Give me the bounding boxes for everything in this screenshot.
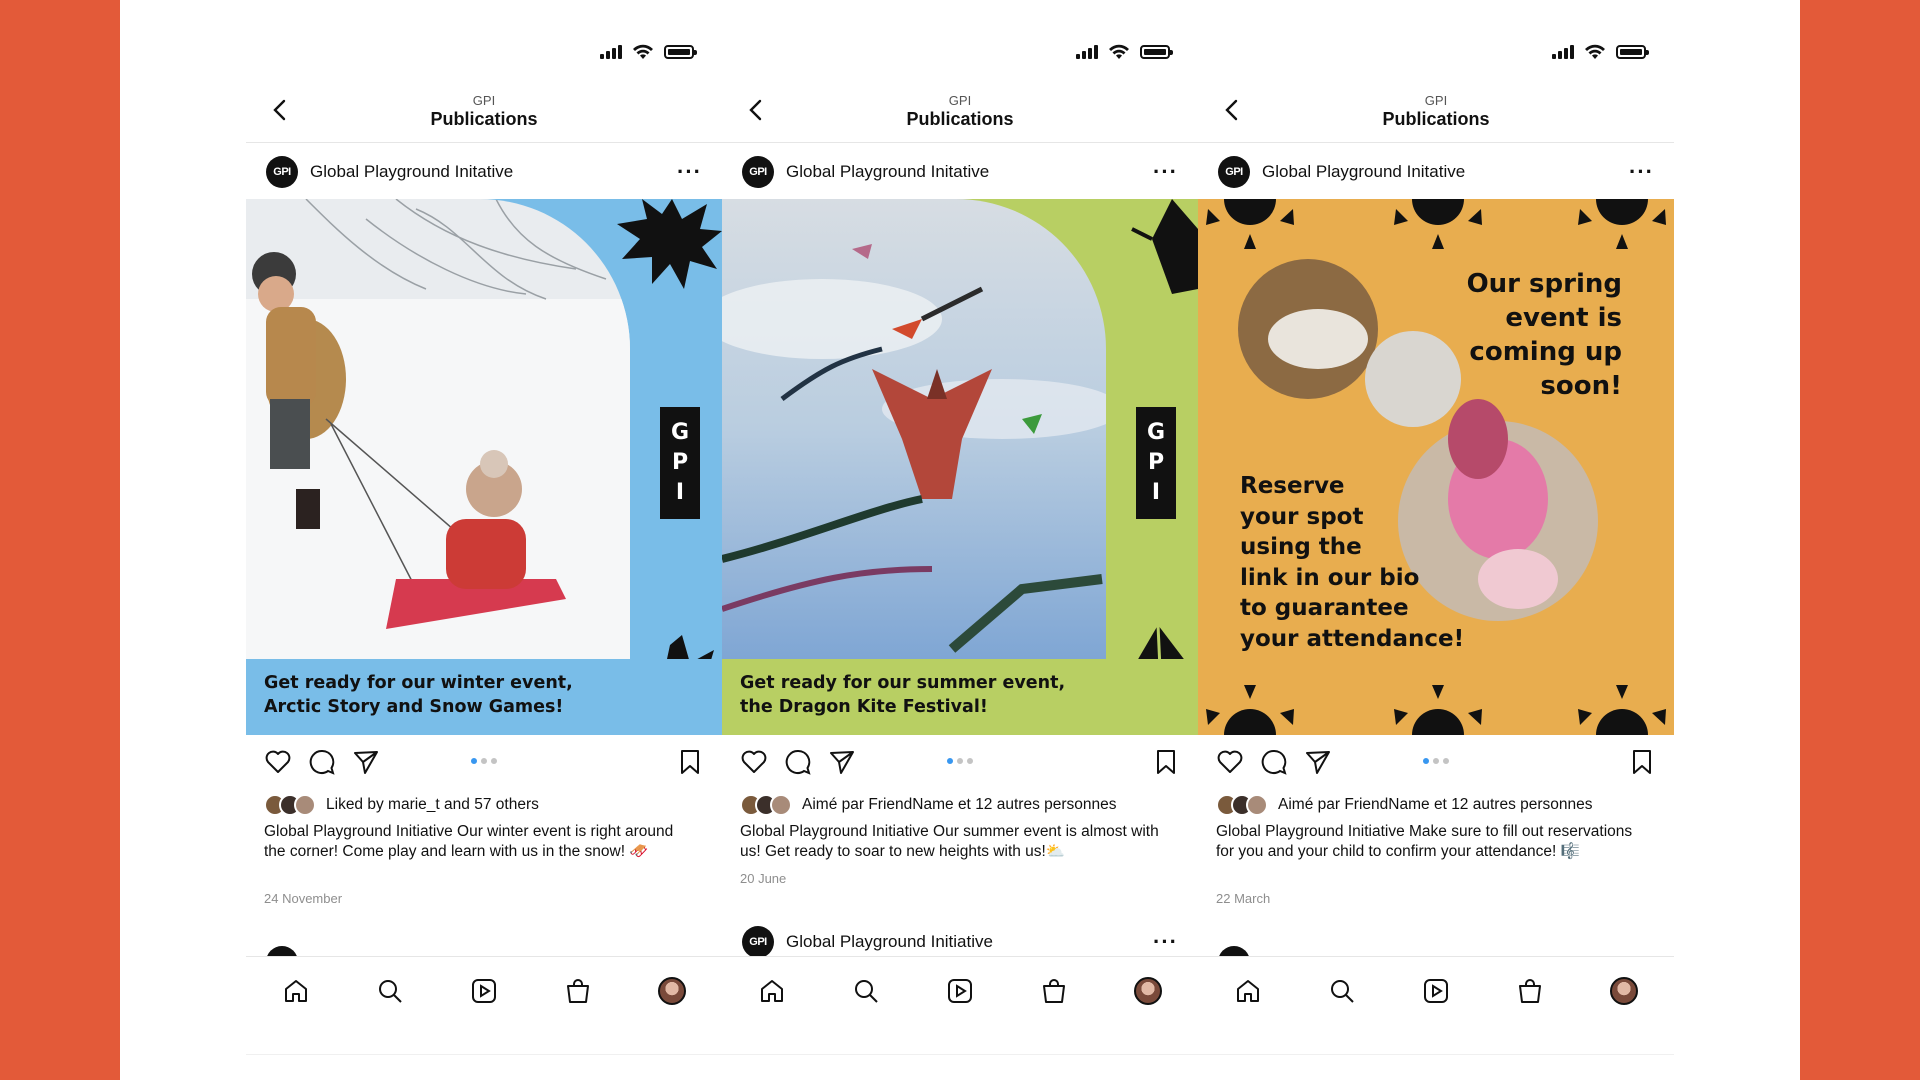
account-avatar[interactable]: GPI [742,926,774,958]
status-bar [1076,44,1170,60]
bottom-tab-bar [246,956,722,1080]
bottom-tab-bar [722,956,1198,1080]
post-header [742,156,1178,188]
more-icon[interactable]: ··· [1153,159,1178,184]
spring-headline: Our spring event is coming up soon! [1466,269,1622,401]
search-icon[interactable] [376,977,404,1005]
account-name[interactable]: Global Playground Initative [786,162,990,181]
likes-summary[interactable]: Aimé par FriendName et 12 autres personnes [1216,794,1656,816]
page-title: Publications [1382,109,1490,129]
shop-icon[interactable] [1040,977,1068,1005]
signal-icon [1552,45,1574,59]
more-icon[interactable]: ··· [1629,159,1654,184]
winter-photo [246,199,630,659]
battery-icon [1140,45,1170,59]
post-image-winter[interactable] [246,199,722,735]
post-actions [264,748,704,776]
bookmark-icon[interactable] [1152,748,1180,776]
reels-icon[interactable] [946,977,974,1005]
home-icon[interactable] [758,977,786,1005]
caption-account[interactable]: Global Playground Initiative [1216,823,1405,840]
banner-line: Get ready for our winter event, [264,673,573,693]
kite-decoration-icon [1122,199,1198,299]
more-icon[interactable]: ··· [1153,929,1178,954]
page-title: Publications [906,109,1014,129]
shop-icon[interactable] [564,977,592,1005]
search-icon[interactable] [1328,977,1356,1005]
wifi-icon [1584,44,1606,60]
bookmark-icon[interactable] [1628,748,1656,776]
post-caption: Global Playground Initiative Our winter event is right around the corner! Come play and learn with us in the snow! 🛷 [264,823,674,860]
likes-summary[interactable]: Liked by marie_t and 57 others [264,794,704,816]
caption-account[interactable]: Global Playground Initiative [264,823,453,840]
divider [1198,1054,1674,1055]
reels-icon[interactable] [470,977,498,1005]
account-name[interactable]: Global Playground Initiative [786,932,993,951]
burst-decoration-icon [612,199,722,289]
account-avatar[interactable]: GPI [1218,156,1250,188]
likes-count[interactable]: 12 autres personnes [1451,796,1593,813]
header-account-label: GPI [948,93,972,108]
liker-username[interactable]: FriendName [1344,796,1430,813]
home-icon[interactable] [282,977,310,1005]
likes-count[interactable]: 12 autres personnes [975,796,1117,813]
next-post-header [742,926,1178,958]
likes-count[interactable]: 57 others [474,796,539,813]
post-actions [1216,748,1656,776]
battery-icon [664,45,694,59]
gpi-badge: G P I [1136,407,1176,519]
phone-screen-summer [722,0,1198,1080]
event-banner [722,659,1198,735]
liker-username[interactable]: FriendName [868,796,954,813]
account-name[interactable]: Global Playground Initative [310,162,514,181]
likes-summary[interactable]: Aimé par FriendName et 12 autres personnes [740,794,1180,816]
shop-icon[interactable] [1516,977,1544,1005]
search-icon[interactable] [852,977,880,1005]
profile-icon[interactable] [1610,977,1638,1005]
liker-avatars [1216,794,1268,816]
post-date: 24 November [264,891,343,906]
post-header [1218,156,1654,188]
account-name[interactable]: Global Playground Initative [1262,162,1466,181]
navigation-header [246,86,722,143]
divider [246,1054,722,1055]
liker-avatars [740,794,792,816]
header-account-label: GPI [1424,93,1448,108]
liker-avatars [264,794,316,816]
banner-line: Get ready for our summer event, [740,673,1066,693]
event-banner [246,659,722,735]
kite-photo [722,199,1106,659]
post-date: 22 March [1216,891,1271,906]
header-account-label: GPI [472,93,496,108]
wifi-icon [632,44,654,60]
profile-icon[interactable] [1134,977,1162,1005]
post-image-spring[interactable] [1198,199,1674,735]
account-avatar[interactable]: GPI [742,156,774,188]
status-bar [600,44,694,60]
phone-screen-winter [246,0,722,1080]
battery-icon [1616,45,1646,59]
page-title: Publications [430,109,538,129]
account-avatar[interactable]: GPI [266,156,298,188]
post-date: 20 June [740,871,787,886]
wifi-icon [1108,44,1130,60]
carousel-indicator [264,758,704,764]
profile-icon[interactable] [658,977,686,1005]
spring-body-text: Reserve your spot using the link in our bio to guarantee your attendance! [1240,473,1465,652]
presentation-board [120,0,1800,1080]
post-image-summer[interactable] [722,199,1198,735]
liker-username[interactable]: marie_t [388,796,440,813]
more-icon[interactable]: ··· [677,159,702,184]
home-icon[interactable] [1234,977,1262,1005]
post-caption: Global Playground Initiative Our summer event is almost with us! Get ready to soar to new heights with us!⛅ [740,823,1159,860]
phone-screen-spring [1198,0,1674,1080]
navigation-header [722,86,1198,143]
caption-account[interactable]: Global Playground Initiative [740,823,929,840]
post-caption: Global Playground Initiative Make sure to fill out reservations for you and your child to confirm your attendance! 🎼 [1216,823,1633,860]
bottom-tab-bar [1198,956,1674,1080]
divider [722,1054,1198,1055]
navigation-header [1198,86,1674,143]
status-bar [1552,44,1646,60]
banner-line: the Dragon Kite Festival! [740,697,988,717]
gpi-badge: G P I [660,407,700,519]
signal-icon [600,45,622,59]
post-actions [740,748,1180,776]
banner-line: Arctic Story and Snow Games! [264,697,564,717]
carousel-indicator [1216,758,1656,764]
reels-icon[interactable] [1422,977,1450,1005]
post-header [266,156,702,188]
carousel-indicator [740,758,1180,764]
signal-icon [1076,45,1098,59]
bookmark-icon[interactable] [676,748,704,776]
